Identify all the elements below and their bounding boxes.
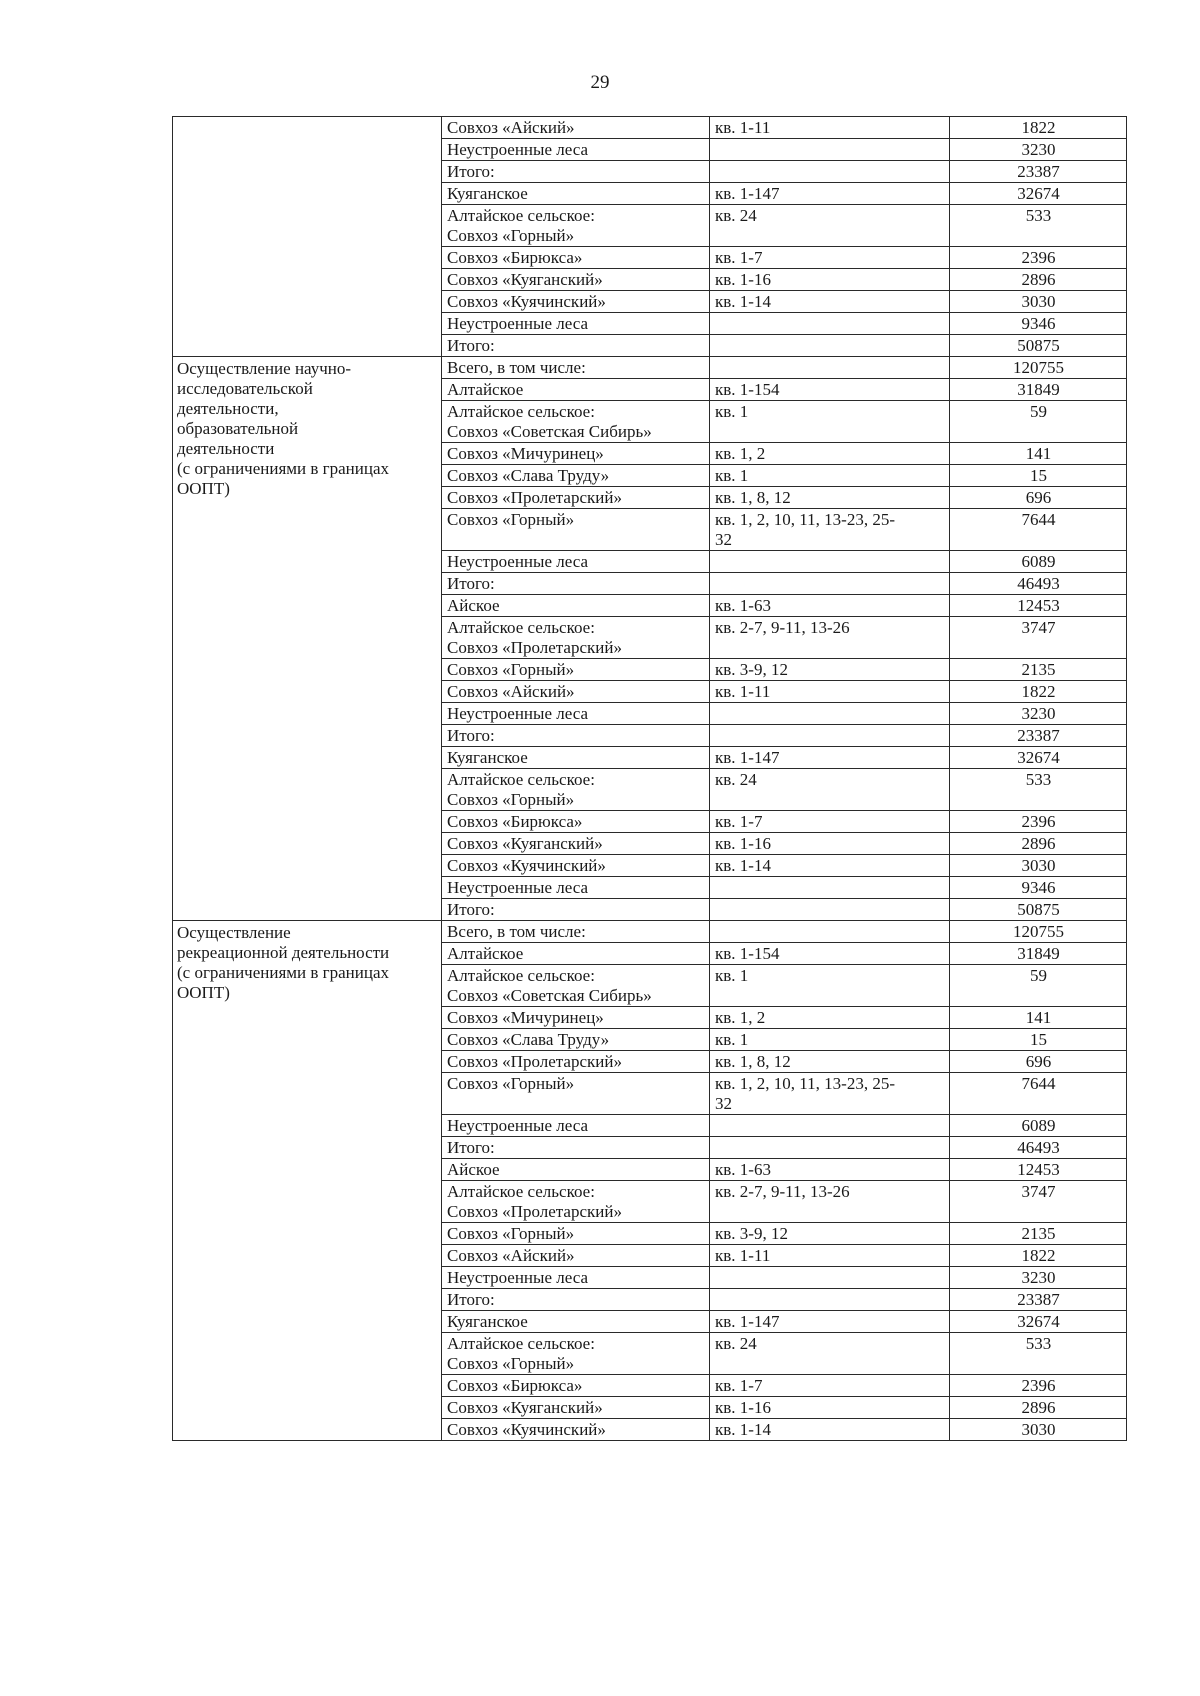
area-cell: 59 xyxy=(950,965,1127,1007)
forest-areas-table xyxy=(172,116,1127,1441)
area-cell: 696 xyxy=(950,487,1127,509)
area-cell: 3230 xyxy=(950,139,1127,161)
area-cell: 3747 xyxy=(950,617,1127,659)
table-row xyxy=(173,357,1127,379)
quarters-cell: кв. 1-7 xyxy=(710,247,950,269)
quarters-cell xyxy=(710,335,950,357)
quarters-cell xyxy=(710,313,950,335)
area-cell: 3230 xyxy=(950,703,1127,725)
district-name-cell: Алтайское xyxy=(442,943,710,965)
quarters-cell: кв. 1-147 xyxy=(710,1311,950,1333)
quarters-cell: кв. 1 xyxy=(710,965,950,1007)
area-cell: 50875 xyxy=(950,899,1127,921)
quarters-cell: кв. 1, 2 xyxy=(710,1007,950,1029)
area-cell: 9346 xyxy=(950,877,1127,899)
area-cell: 1822 xyxy=(950,117,1127,139)
district-name-cell: Совхоз «Айский» xyxy=(442,681,710,703)
district-name-cell: Алтайское сельское: Совхоз «Пролетарский» xyxy=(442,617,710,659)
quarters-cell: кв. 1-63 xyxy=(710,1159,950,1181)
area-cell: 31849 xyxy=(950,943,1127,965)
area-cell: 3747 xyxy=(950,1181,1127,1223)
page-number: 29 xyxy=(590,72,610,93)
district-name-cell: Куяганское xyxy=(442,747,710,769)
district-name-cell: Совхоз «Бирюкса» xyxy=(442,811,710,833)
district-name-cell: Совхоз «Айский» xyxy=(442,117,710,139)
quarters-cell: кв. 1-14 xyxy=(710,291,950,313)
district-name-cell: Неустроенные леса xyxy=(442,703,710,725)
district-name-cell: Совхоз «Куяганский» xyxy=(442,1397,710,1419)
quarters-cell xyxy=(710,1289,950,1311)
district-name-cell: Всего, в том числе: xyxy=(442,921,710,943)
area-cell: 31849 xyxy=(950,379,1127,401)
area-cell: 141 xyxy=(950,443,1127,465)
area-cell: 7644 xyxy=(950,509,1127,551)
quarters-cell: кв. 1-154 xyxy=(710,379,950,401)
quarters-cell: кв. 1-14 xyxy=(710,1419,950,1441)
area-cell: 2896 xyxy=(950,1397,1127,1419)
district-name-cell: Совхоз «Мичуринец» xyxy=(442,1007,710,1029)
activity-cell: Осуществление рекреационной деятельности (с ограничениями в границах ООПТ) xyxy=(173,921,442,1441)
district-name-cell: Совхоз «Горный» xyxy=(442,659,710,681)
area-cell: 2396 xyxy=(950,811,1127,833)
district-name-cell: Итого: xyxy=(442,161,710,183)
activity-cell: Осуществление научно- исследовательской деятельности, образовательной деятельности (с ограничениями в границах ООПТ) xyxy=(173,357,442,921)
district-name-cell: Совхоз «Бирюкса» xyxy=(442,1375,710,1397)
district-name-cell: Совхоз «Куячинский» xyxy=(442,855,710,877)
quarters-cell: кв. 3-9, 12 xyxy=(710,1223,950,1245)
area-cell: 15 xyxy=(950,465,1127,487)
area-cell: 3030 xyxy=(950,291,1127,313)
quarters-cell: кв. 1 xyxy=(710,1029,950,1051)
district-name-cell: Совхоз «Куячинский» xyxy=(442,291,710,313)
quarters-cell xyxy=(710,161,950,183)
area-cell: 23387 xyxy=(950,725,1127,747)
quarters-cell xyxy=(710,1267,950,1289)
quarters-cell: кв. 1-154 xyxy=(710,943,950,965)
quarters-cell xyxy=(710,357,950,379)
area-cell: 120755 xyxy=(950,921,1127,943)
quarters-cell xyxy=(710,899,950,921)
quarters-cell: кв. 1-11 xyxy=(710,681,950,703)
quarters-cell xyxy=(710,1115,950,1137)
district-name-cell: Совхоз «Пролетарский» xyxy=(442,1051,710,1073)
quarters-cell: кв. 1-7 xyxy=(710,1375,950,1397)
district-name-cell: Итого: xyxy=(442,725,710,747)
district-name-cell: Совхоз «Слава Труду» xyxy=(442,465,710,487)
quarters-cell: кв. 1 xyxy=(710,401,950,443)
quarters-cell: кв. 1-147 xyxy=(710,183,950,205)
district-name-cell: Итого: xyxy=(442,573,710,595)
district-name-cell: Совхоз «Пролетарский» xyxy=(442,487,710,509)
district-name-cell: Всего, в том числе: xyxy=(442,357,710,379)
quarters-cell: кв. 1, 8, 12 xyxy=(710,1051,950,1073)
area-cell: 2396 xyxy=(950,247,1127,269)
district-name-cell: Неустроенные леса xyxy=(442,1267,710,1289)
quarters-cell: кв. 1, 2 xyxy=(710,443,950,465)
district-name-cell: Итого: xyxy=(442,899,710,921)
district-name-cell: Неустроенные леса xyxy=(442,313,710,335)
area-cell: 46493 xyxy=(950,1137,1127,1159)
district-name-cell: Алтайское xyxy=(442,379,710,401)
district-name-cell: Неустроенные леса xyxy=(442,1115,710,1137)
district-name-cell: Совхоз «Слава Труду» xyxy=(442,1029,710,1051)
area-cell: 6089 xyxy=(950,551,1127,573)
area-cell: 2896 xyxy=(950,833,1127,855)
district-name-cell: Алтайское сельское: Совхоз «Горный» xyxy=(442,769,710,811)
quarters-cell: кв. 1-16 xyxy=(710,269,950,291)
quarters-cell: кв. 1-16 xyxy=(710,1397,950,1419)
area-cell: 2135 xyxy=(950,659,1127,681)
district-name-cell: Куяганское xyxy=(442,1311,710,1333)
area-cell: 23387 xyxy=(950,1289,1127,1311)
quarters-cell: кв. 1, 8, 12 xyxy=(710,487,950,509)
area-cell: 2896 xyxy=(950,269,1127,291)
area-cell: 696 xyxy=(950,1051,1127,1073)
table-row xyxy=(173,921,1127,943)
district-name-cell: Итого: xyxy=(442,335,710,357)
quarters-cell: кв. 2-7, 9-11, 13-26 xyxy=(710,1181,950,1223)
district-name-cell: Совхоз «Горный» xyxy=(442,1073,710,1115)
quarters-cell: кв. 1 xyxy=(710,465,950,487)
area-cell: 59 xyxy=(950,401,1127,443)
district-name-cell: Алтайское сельское: Совхоз «Горный» xyxy=(442,205,710,247)
area-cell: 32674 xyxy=(950,1311,1127,1333)
district-name-cell: Неустроенные леса xyxy=(442,551,710,573)
quarters-cell: кв. 1-14 xyxy=(710,855,950,877)
quarters-cell xyxy=(710,725,950,747)
area-cell: 9346 xyxy=(950,313,1127,335)
area-cell: 3030 xyxy=(950,855,1127,877)
area-cell: 23387 xyxy=(950,161,1127,183)
district-name-cell: Совхоз «Куяганский» xyxy=(442,269,710,291)
district-name-cell: Совхоз «Горный» xyxy=(442,509,710,551)
quarters-cell: кв. 24 xyxy=(710,205,950,247)
district-name-cell: Алтайское сельское: Совхоз «Пролетарский» xyxy=(442,1181,710,1223)
district-name-cell: Совхоз «Айский» xyxy=(442,1245,710,1267)
quarters-cell: кв. 1-147 xyxy=(710,747,950,769)
quarters-cell xyxy=(710,139,950,161)
district-name-cell: Айское xyxy=(442,595,710,617)
district-name-cell: Куяганское xyxy=(442,183,710,205)
area-cell: 1822 xyxy=(950,1245,1127,1267)
area-cell: 533 xyxy=(950,205,1127,247)
district-name-cell: Неустроенные леса xyxy=(442,139,710,161)
quarters-cell: кв. 24 xyxy=(710,769,950,811)
quarters-cell: кв. 1-16 xyxy=(710,833,950,855)
area-cell: 32674 xyxy=(950,747,1127,769)
district-name-cell: Совхоз «Мичуринец» xyxy=(442,443,710,465)
district-name-cell: Совхоз «Куяганский» xyxy=(442,833,710,855)
quarters-cell xyxy=(710,877,950,899)
quarters-cell: кв. 1-11 xyxy=(710,117,950,139)
quarters-cell: кв. 1-63 xyxy=(710,595,950,617)
area-cell: 12453 xyxy=(950,595,1127,617)
area-cell: 7644 xyxy=(950,1073,1127,1115)
area-cell: 141 xyxy=(950,1007,1127,1029)
area-cell: 12453 xyxy=(950,1159,1127,1181)
area-cell: 15 xyxy=(950,1029,1127,1051)
quarters-cell xyxy=(710,921,950,943)
quarters-cell xyxy=(710,573,950,595)
area-cell: 6089 xyxy=(950,1115,1127,1137)
district-name-cell: Итого: xyxy=(442,1289,710,1311)
area-cell: 120755 xyxy=(950,357,1127,379)
quarters-cell: кв. 2-7, 9-11, 13-26 xyxy=(710,617,950,659)
quarters-cell: кв. 24 xyxy=(710,1333,950,1375)
quarters-cell xyxy=(710,1137,950,1159)
quarters-cell: кв. 1, 2, 10, 11, 13-23, 25- 32 xyxy=(710,1073,950,1115)
table-row xyxy=(173,117,1127,139)
district-name-cell: Алтайское сельское: Совхоз «Советская Сибирь» xyxy=(442,401,710,443)
district-name-cell: Алтайское сельское: Совхоз «Горный» xyxy=(442,1333,710,1375)
area-cell: 533 xyxy=(950,769,1127,811)
activity-cell xyxy=(173,117,442,357)
area-cell: 1822 xyxy=(950,681,1127,703)
district-name-cell: Совхоз «Куячинский» xyxy=(442,1419,710,1441)
area-cell: 32674 xyxy=(950,183,1127,205)
quarters-cell xyxy=(710,703,950,725)
area-cell: 3030 xyxy=(950,1419,1127,1441)
area-cell: 533 xyxy=(950,1333,1127,1375)
quarters-cell: кв. 1-7 xyxy=(710,811,950,833)
district-name-cell: Айское xyxy=(442,1159,710,1181)
area-cell: 50875 xyxy=(950,335,1127,357)
quarters-cell xyxy=(710,551,950,573)
table-body xyxy=(173,117,1127,1441)
area-cell: 2396 xyxy=(950,1375,1127,1397)
area-cell: 3230 xyxy=(950,1267,1127,1289)
quarters-cell: кв. 3-9, 12 xyxy=(710,659,950,681)
area-cell: 2135 xyxy=(950,1223,1127,1245)
district-name-cell: Совхоз «Горный» xyxy=(442,1223,710,1245)
district-name-cell: Неустроенные леса xyxy=(442,877,710,899)
district-name-cell: Совхоз «Бирюкса» xyxy=(442,247,710,269)
area-cell: 46493 xyxy=(950,573,1127,595)
quarters-cell: кв. 1, 2, 10, 11, 13-23, 25- 32 xyxy=(710,509,950,551)
district-name-cell: Алтайское сельское: Совхоз «Советская Сибирь» xyxy=(442,965,710,1007)
district-name-cell: Итого: xyxy=(442,1137,710,1159)
quarters-cell: кв. 1-11 xyxy=(710,1245,950,1267)
